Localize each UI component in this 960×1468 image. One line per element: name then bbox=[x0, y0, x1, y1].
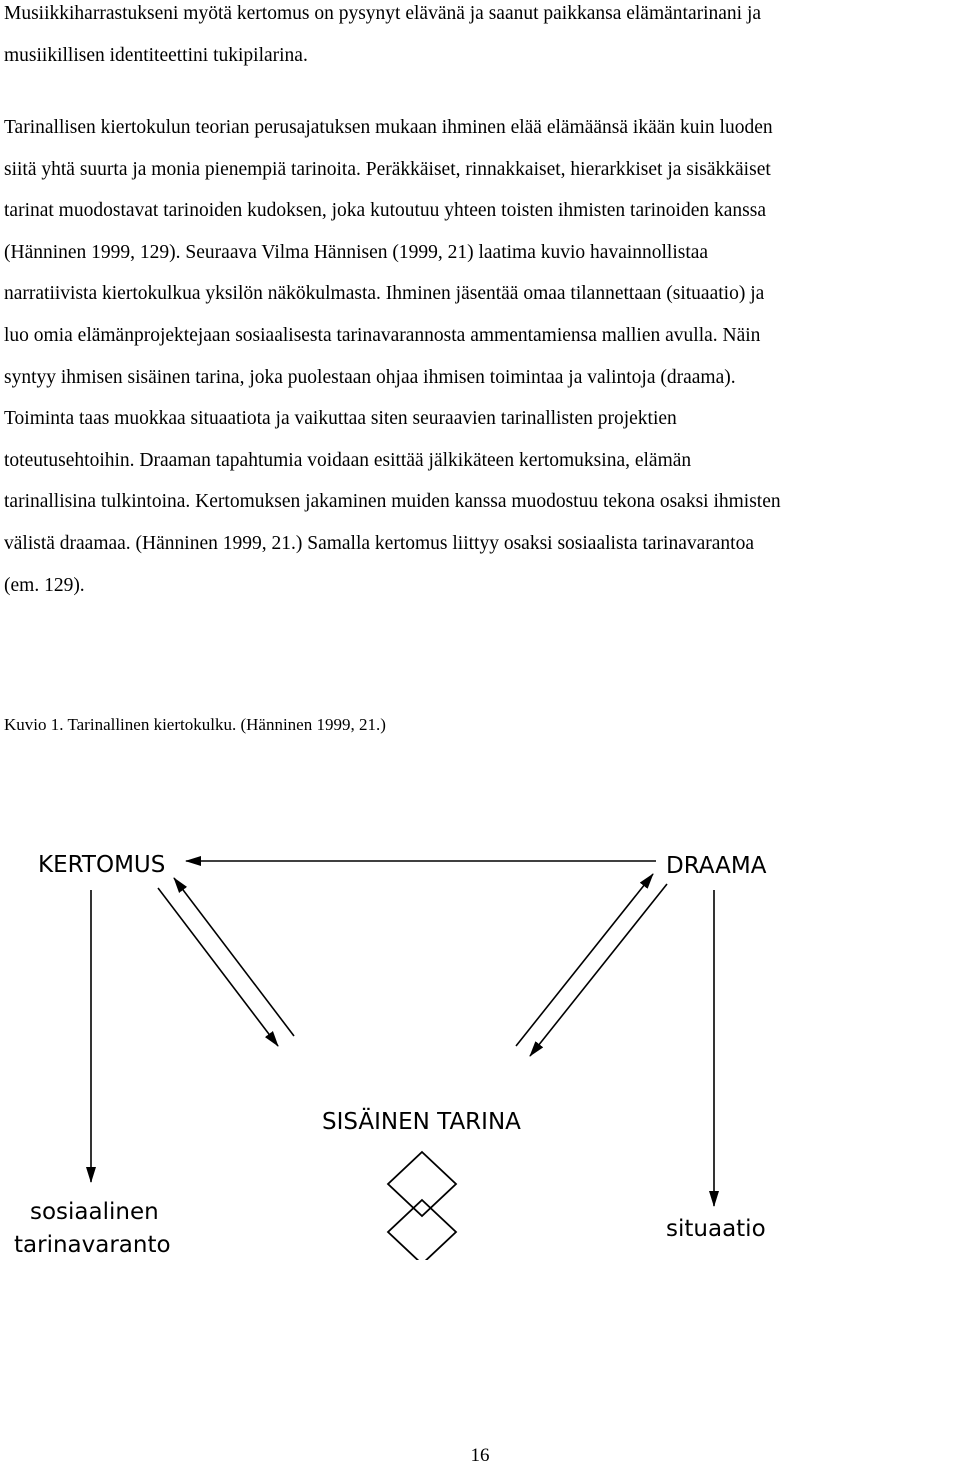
text-line: tarinallisina tulkintoina. Kertomuksen jakaminen muiden kanssa muodostuu tekona osaksi ihmisten bbox=[4, 491, 781, 513]
text-line: Musiikkiharrastukseni myötä kertomus on pysynyt elävänä ja saanut paikkansa elämäntarinani ja bbox=[4, 3, 762, 24]
text-line: välistä draamaa. (Hänninen 1999, 21.) Samalla kertomus liittyy osaksi sosiaalista tarinavarantoa bbox=[4, 532, 754, 554]
paragraph-2 bbox=[4, 107, 956, 606]
label-kertomus: KERTOMUS bbox=[38, 852, 166, 878]
label-situaatio: situaatio bbox=[666, 1216, 766, 1242]
label-sisainen-tarina: SISÄINEN TARINA bbox=[322, 1109, 521, 1135]
text-line: luo omia elämänprojektejaan sosiaalisesta tarinavarannosta ammentamiensa mallien avulla. Näin bbox=[4, 324, 761, 346]
text-line: (em. 129). bbox=[4, 574, 85, 596]
text-line: toteutusehtoihin. Draaman tapahtumia voidaan esittää jälkikäteen kertomuksina, elämän bbox=[4, 449, 692, 471]
label-tarinavaranto: tarinavaranto bbox=[14, 1232, 171, 1258]
page-number: 16 bbox=[470, 1445, 490, 1466]
text-line: Toiminta taas muokkaa situaatiota ja vaikuttaa siten seuraavien tarinallisten projektien bbox=[4, 408, 677, 430]
text-line: (Hänninen 1999, 129). Seuraava Vilma Hännisen (1999, 21) laatima kuvio havainnollistaa bbox=[4, 241, 709, 263]
text-line: syntyy ihmisen sisäinen tarina, joka puolestaan ohjaa ihmisen toimintaa ja valintoja (draama). bbox=[4, 366, 736, 388]
text-line: tarinat muodostavat tarinoiden kudoksen, joka kutoutuu yhteen toisten ihmisten tarinoiden kanssa bbox=[4, 200, 766, 222]
text-line: narratiivista kiertokulkua yksilön näkökulmasta. Ihminen jäsentää omaa tilannettaan (situaatio) ja bbox=[4, 283, 765, 305]
text-line: Tarinallisen kiertokulun teorian perusajatuksen mukaan ihminen elää elämäänsä ikään kuin luoden bbox=[4, 117, 773, 138]
paragraph-1 bbox=[4, 0, 956, 76]
text-line: musiikillisen identiteettini tukipilarina. bbox=[4, 44, 308, 66]
arrow-sisainen-to-kertomus bbox=[174, 878, 294, 1036]
figure-caption: Kuvio 1. Tarinallinen kiertokulku. (Hänninen 1999, 21.) bbox=[4, 715, 386, 734]
narrative-cycle-diagram bbox=[0, 820, 960, 1260]
arrow-sisainen-to-draama bbox=[516, 874, 653, 1046]
woven-diamonds-icon bbox=[388, 1152, 456, 1260]
label-sosiaalinen: sosiaalinen bbox=[30, 1199, 159, 1225]
label-draama: DRAAMA bbox=[666, 853, 767, 879]
arrow-kertomus-to-sisainen bbox=[158, 888, 278, 1046]
text-line: siitä yhtä suurta ja monia pienempiä tarinoita. Peräkkäiset, rinnakkaiset, hierarkkiset ja sisäkkäiset bbox=[4, 158, 771, 180]
arrow-draama-to-sisainen bbox=[530, 884, 667, 1056]
